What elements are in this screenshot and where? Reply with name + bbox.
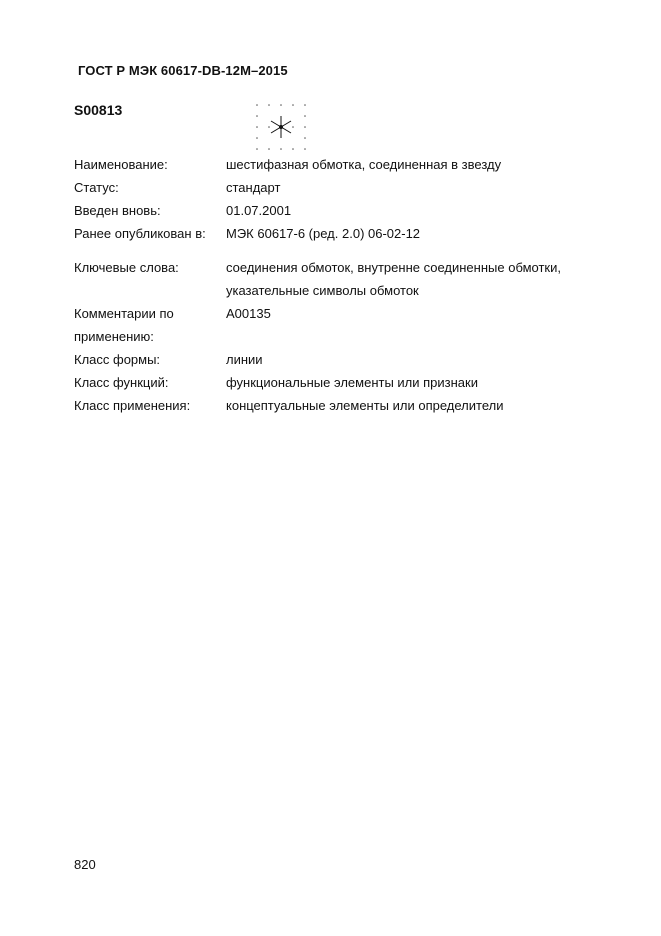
field-label: Класс функций:: [74, 375, 169, 390]
field-value: линии: [226, 352, 263, 367]
field-label: Статус:: [74, 180, 119, 195]
field-value: функциональные элементы или признаки: [226, 375, 478, 390]
field-label: Класс формы:: [74, 352, 161, 367]
field-value: концептуальные элементы или определители: [226, 398, 504, 413]
field-label: Введен вновь:: [74, 203, 161, 218]
six-phase-star-winding-icon: [253, 101, 309, 153]
field-label: Ранее опубликован в:: [74, 226, 206, 241]
field-keywords: [74, 256, 634, 302]
symbol-code: S00813: [74, 102, 123, 118]
field-comments: [74, 302, 634, 348]
field-label: Наименование:: [74, 157, 168, 172]
field-value-line: указательные символы обмоток: [226, 283, 419, 298]
field-value: A00135: [226, 306, 271, 321]
field-value: стандарт: [226, 180, 281, 195]
field-label-line: применению:: [74, 329, 154, 344]
field-label: Ключевые слова:: [74, 260, 179, 275]
field-label: Класс применения:: [74, 398, 191, 413]
field-value: МЭК 60617-6 (ред. 2.0) 06-02-12: [226, 226, 421, 241]
field-value: 01.07.2001: [226, 203, 292, 218]
field-label-line: Комментарии по: [74, 306, 174, 321]
field-value: шестифазная обмотка, соединенная в звезду: [226, 157, 502, 172]
field-value-line: соединения обмоток, внутренне соединенные обмотки,: [226, 260, 561, 275]
document-header: ГОСТ Р МЭК 60617-DB-12M–2015: [78, 63, 288, 78]
page-number: 820: [74, 857, 96, 872]
